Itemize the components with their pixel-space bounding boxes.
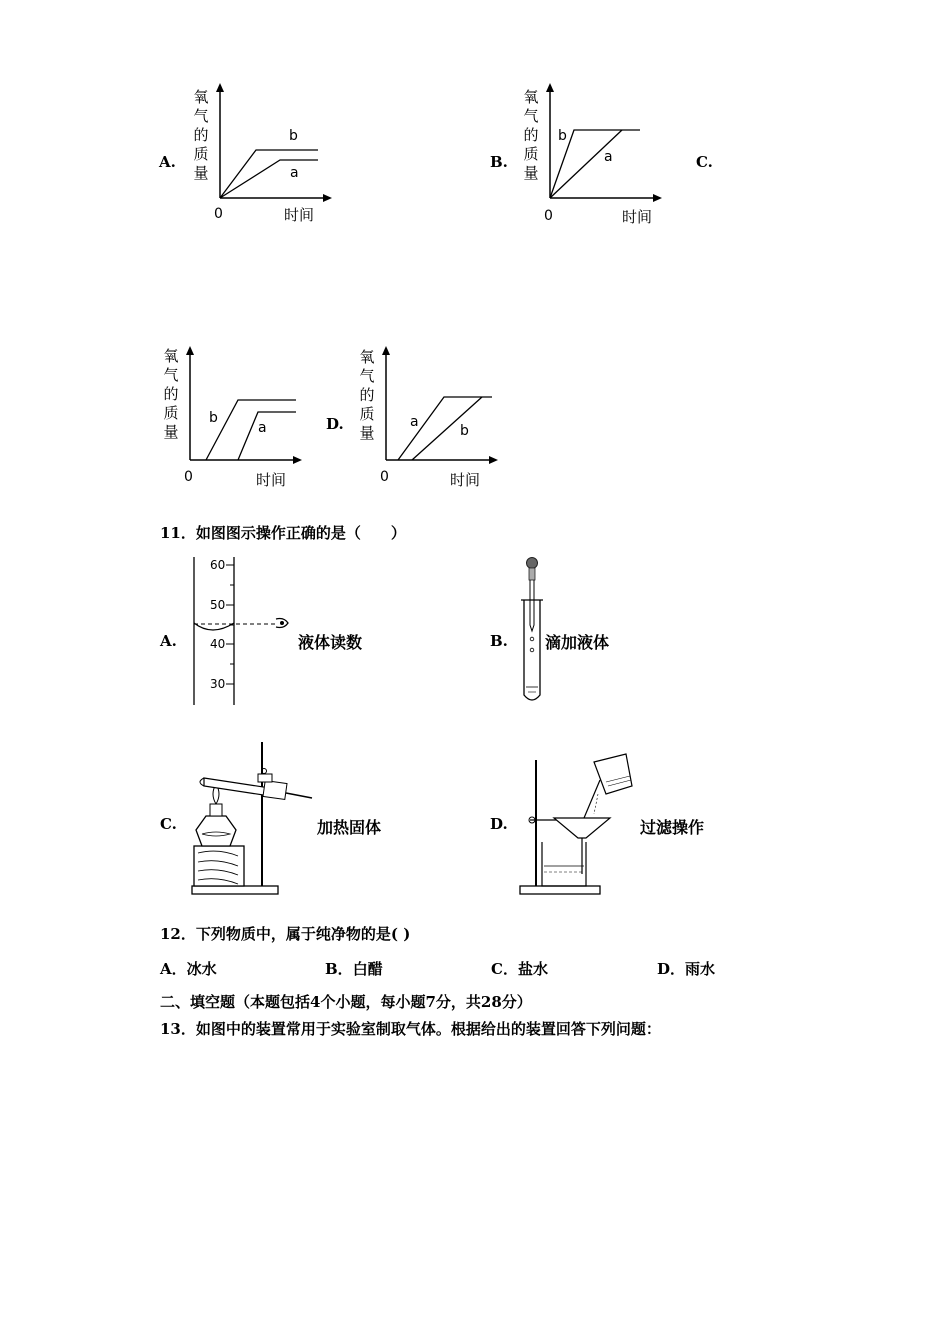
test-tube <box>524 600 540 700</box>
graph-a <box>208 80 338 230</box>
tube-bottom <box>200 778 204 786</box>
heating-solid-apparatus <box>188 738 318 900</box>
stand-base <box>192 886 278 894</box>
x-axis-arrow <box>323 194 332 202</box>
scale-50: 50 <box>210 598 226 612</box>
curve-label-a: a <box>410 414 419 430</box>
origin-label: 0 <box>214 206 223 222</box>
curve-label-b: b <box>558 128 567 144</box>
q12-option-b: B．白醋 <box>325 960 383 978</box>
curve-label-b: b <box>289 128 298 144</box>
graph-d <box>374 340 504 495</box>
scale-40: 40 <box>210 637 226 651</box>
beaker <box>542 842 586 886</box>
q12-option-a: A．冰水 <box>160 960 217 978</box>
x-axis-arrow <box>293 456 302 464</box>
meniscus <box>194 623 234 630</box>
option-c-label-top: C. <box>696 153 713 171</box>
question-13: 13．如图中的装置常用于实验室制取气体。根据给出的装置回答下列问题： <box>160 1020 661 1038</box>
q11-option-d-label: D. <box>490 815 508 833</box>
q11-option-b-label: B. <box>490 632 508 650</box>
curve-label-a: a <box>604 149 613 165</box>
x-axis-label: 时间 <box>622 208 653 226</box>
scale-30: 30 <box>210 677 226 691</box>
caption-filtration: 过滤操作 <box>640 818 705 837</box>
origin-label: 0 <box>184 469 193 485</box>
x-axis-label: 时间 <box>284 206 315 224</box>
curve-b <box>220 150 318 198</box>
pouring-beaker <box>594 754 632 794</box>
option-d-label: D. <box>326 415 344 433</box>
stopper <box>263 781 287 800</box>
stand-base <box>520 886 600 894</box>
y-axis-arrow <box>382 346 390 355</box>
section-2-title: 二、填空题（本题包括4个小题，每小题7分，共28分） <box>160 993 532 1011</box>
y-axis-label-d: 氧 气 的 质 量 <box>359 348 375 442</box>
dropper-bulb <box>527 558 538 569</box>
graph-c <box>178 340 308 495</box>
graph-b <box>538 80 668 230</box>
origin-label: 0 <box>544 208 553 224</box>
x-axis-label: 时间 <box>450 471 481 489</box>
origin-label: 0 <box>380 469 389 485</box>
caption-liquid-reading: 液体读数 <box>298 633 363 652</box>
y-axis-arrow <box>186 346 194 355</box>
curve-b <box>412 397 482 460</box>
dropper-neck <box>529 568 535 580</box>
caption-heat-solid: 加热固体 <box>317 818 382 837</box>
clamp <box>258 774 272 782</box>
y-axis-label-c: 氧 气 的 质 量 <box>163 347 179 441</box>
y-axis-arrow <box>546 83 554 92</box>
scale-60: 60 <box>210 558 226 572</box>
caption-add-liquid: 滴加液体 <box>545 633 610 652</box>
funnel <box>554 818 610 838</box>
y-axis-label-b: 氧 气 的 质 量 <box>523 88 539 182</box>
filtration-apparatus <box>514 750 640 900</box>
q12-option-d: D．雨水 <box>657 960 716 978</box>
q12-option-c: C．盐水 <box>491 960 548 978</box>
curve-label-a: a <box>258 420 267 436</box>
eye-pupil <box>280 621 284 625</box>
question-12: 12．下列物质中，属于纯净物的是( ) <box>160 925 411 943</box>
option-a-label: A. <box>159 153 176 171</box>
curve-a <box>238 412 296 460</box>
dropper-tube <box>530 580 534 631</box>
q11-option-a-label: A. <box>160 632 177 650</box>
option-b-label: B. <box>490 153 508 171</box>
y-axis-label-a: 氧 气 的 质 量 <box>193 88 209 182</box>
lamp-neck <box>210 804 222 816</box>
curve-label-a: a <box>290 165 299 181</box>
liquid-stream <box>594 794 598 814</box>
x-axis-arrow <box>489 456 498 464</box>
alcohol-lamp <box>196 816 236 846</box>
graduated-cylinder-reading <box>188 555 298 710</box>
drop <box>530 637 534 641</box>
delivery-tube <box>286 793 312 798</box>
x-axis-label: 时间 <box>256 471 287 489</box>
x-axis-arrow <box>653 194 662 202</box>
glass-rod <box>584 780 600 818</box>
curve-label-b: b <box>460 423 469 439</box>
q11-option-c-label: C. <box>160 815 177 833</box>
question-11: 11．如图图示操作正确的是（ ） <box>160 524 406 542</box>
y-axis-arrow <box>216 83 224 92</box>
drop <box>530 648 534 652</box>
curve-label-b: b <box>209 410 218 426</box>
